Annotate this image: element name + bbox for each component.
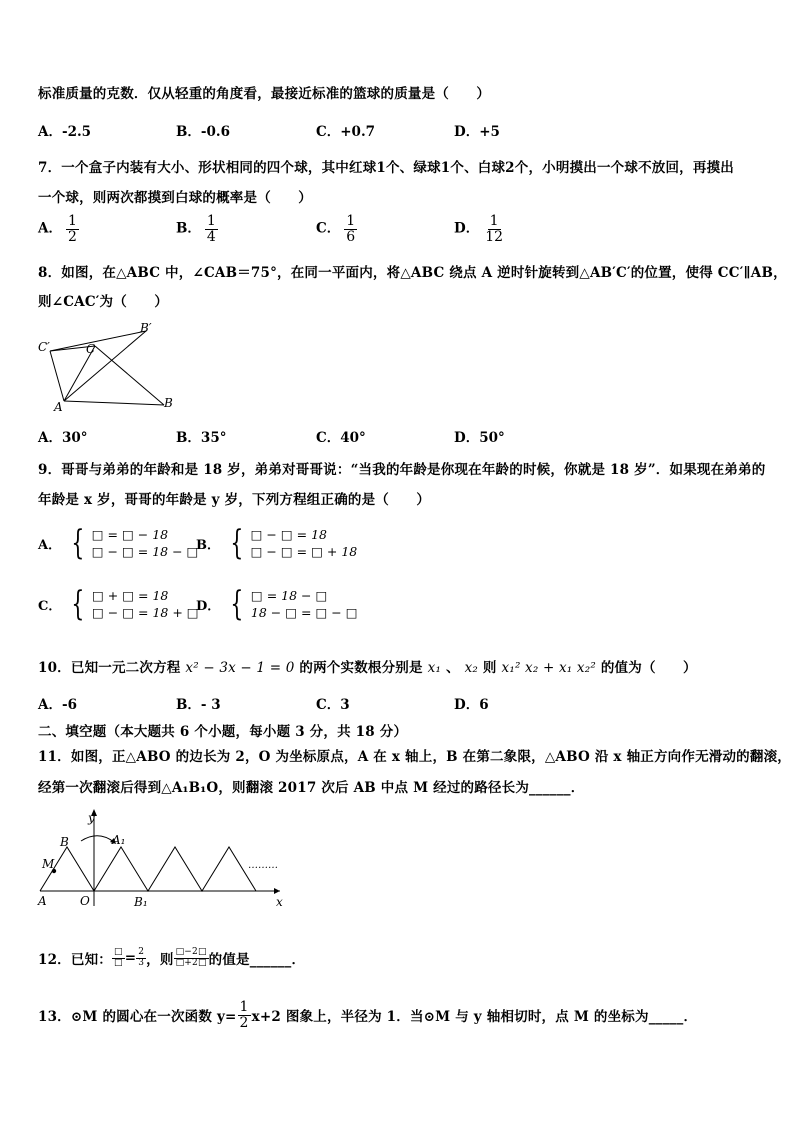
label-b-prime: B′: [140, 321, 152, 335]
q6-stem-continuation: 标准质量的克数．仅从轻重的角度看，最接近标准的篮球的质量是（ ）: [38, 86, 491, 102]
label-b1: B₁: [134, 895, 148, 909]
q11-rolling-triangle-figure: [36, 806, 288, 914]
q7-option-c: C． $\frac{1}{6}$: [316, 213, 356, 245]
label-ellipsis: ………: [248, 860, 278, 871]
q10-stem: 10．已知一元二次方程 x² − 3x − 1 = 0 的两个实数根分别是 x₁ 、 x₂ 则 x₁² x₂ + x₁ x₂² 的值为（ ）: [38, 660, 697, 676]
q11-stem-line2: 经第一次翻滚后得到△A₁B₁O，则翻滚 2017 次后 AB 中点 M 经过的路径长为______．: [38, 780, 585, 796]
label-a: A: [38, 894, 47, 908]
q7-option-b: B． $\frac{1}{4}$: [176, 213, 216, 245]
q7-option-a: A． $\frac{1}{2}$: [38, 213, 77, 245]
q9-stem-line1: 9．哥哥与弟弟的年龄和是 18 岁，弟弟对哥哥说：“当我的年龄是你现在年龄的时候，你就是 18 岁”．如果现在弟弟的: [38, 462, 766, 478]
label-b: B: [164, 396, 173, 410]
label-x-axis: x: [276, 895, 283, 909]
q6-option-a: A．-2.5: [38, 124, 92, 140]
q8-option-a: A．30°: [38, 430, 88, 446]
q6-option-d: D．+5: [454, 124, 500, 140]
q6-option-c: C．+0.7: [316, 124, 376, 140]
label-c: C: [86, 342, 96, 356]
label-b: B: [60, 835, 69, 849]
q10-equation: x² − 3x − 1 = 0: [185, 660, 295, 676]
q9-option-c: C． { □ + □ = 18 □ − □ = 18 + □: [38, 584, 199, 624]
label-c-prime: C′: [38, 340, 50, 354]
q7-option-d: D． $\frac{1}{12}$: [454, 213, 504, 245]
q10-option-a: A．-6: [38, 697, 77, 713]
q8-option-b: B．35°: [176, 430, 227, 446]
q8-stem-line1: 8．如图，在△ABC 中，∠CAB＝75°，在同一平面内，将△ABC 绕点 A 逆时针旋转到△AB′C′的位置，使得 CC′∥AB，: [38, 265, 787, 281]
q7-stem-line1: 7．一个盒子内装有大小、形状相同的四个球，其中红球1个、绿球1个、白球2个，小明摸出一个球不放回，再摸出: [38, 160, 734, 176]
q9-option-a: A． { □ = □ − 18 □ − □ = 18 − □: [38, 523, 199, 563]
section-heading-fill-in: 二、填空题（本大题共 6 个小题，每小题 3 分，共 18 分）: [38, 724, 408, 740]
label-y-axis: y: [88, 811, 95, 825]
q10-expression: x₁² x₂ + x₁ x₂²: [501, 660, 596, 676]
q11-stem-line1: 11．如图，正△ABO 的边长为 2，O 为坐标原点，A 在 x 轴上，B 在第二象限，△ABO 沿 x 轴正方向作无滑动的翻滚，: [38, 749, 791, 765]
q8-option-d: D．50°: [454, 430, 505, 446]
q10-option-b: B．- 3: [176, 697, 221, 713]
q12-stem: 12．已知： $\frac{□}{□}$ = $\frac{2}{3}$ ，则 $\frac{□-2□}{□+2□}$ 的值是______．: [38, 947, 306, 968]
q8-stem-line2: 则∠CAC′为（ ）: [38, 294, 169, 310]
label-a1: A₁: [112, 833, 126, 847]
q8-triangle-figure: [36, 318, 186, 414]
q6-option-b: B．-0.6: [176, 124, 231, 140]
q10-option-c: C．3: [316, 697, 350, 713]
q10-option-d: D．6: [454, 697, 489, 713]
q7-stem-line2: 一个球，则两次都摸到白球的概率是（ ）: [38, 190, 312, 206]
q13-stem: 13．⊙M 的圆心在一次函数 y= $\frac{1}{2}$ x+2 图象上，半径为 1．当⊙M 与 y 轴相切时，点 M 的坐标为_____．: [38, 999, 698, 1031]
q9-option-d: D． { □ = 18 − □ 18 − □ = □ − □: [196, 584, 358, 624]
q8-option-c: C．40°: [316, 430, 366, 446]
label-a: A: [54, 400, 63, 414]
label-m: M: [42, 857, 55, 871]
q9-option-b: B． { □ − □ = 18 □ − □ = □ + 18: [196, 523, 358, 563]
q9-stem-line2: 年龄是 x 岁，哥哥的年龄是 y 岁，下列方程组正确的是（ ）: [38, 492, 431, 508]
label-o: O: [80, 894, 90, 908]
